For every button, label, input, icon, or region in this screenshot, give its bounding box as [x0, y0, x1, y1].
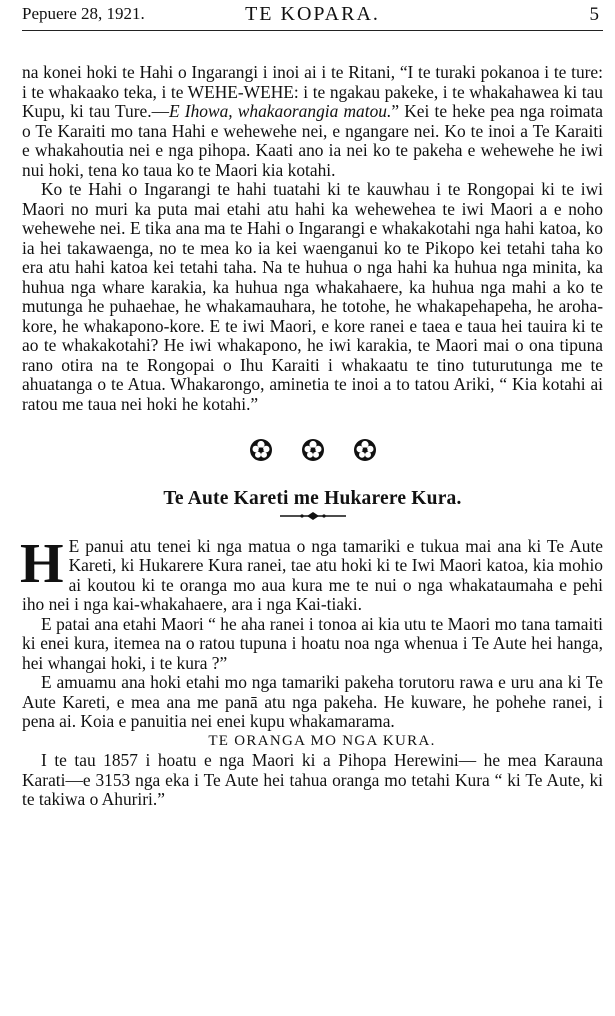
decorative-rule-icon [278, 511, 348, 521]
paragraph-1-italic: E Ihowa, whakaorangia matou. [168, 101, 392, 121]
header-title: TE KOPARA. [245, 3, 380, 25]
paragraph-2: Ko te Hahi o Ingarangi te hahi tuatahi ki te kauwhau i te Rongopai ki te iwi Maori no muri ka puta mai etahi atu hahi ka wehewehea te iwi Maori a e noho wehewehe nei. E tika ana ma te Hahi o Ingarangi e whakakotahi nga hahi katoa, ko ia hei takawaenga, no te mea ko ia kei waenganui ko te Pikopo kei tetahi taha ko era atu hahi katoa kei tetahi taha. Na te huhua o nga hahi ka huhua nga minita, ka huhua nga whare karakia, ka huhua nga whakahaere, ka huhua nga mahi a ko te mutunga he puhaehae, he whakamauhara, he totohe, he whakapehapeha, he aroha-kore, he whakapono-kore. E te iwi Maori, e kore ranei e taea e taua hei tauira ki te ao te whakakotahi? He iwi whakapono, he iwi karakia, te Maori mai o ona tipuna rano otira na te Rongopai o Ihu Karaiti i whakaatu te tino tuturutunga me te ahuatanga o te Atua. Whakarongo, aminetia te inoi a to tatou Ariki, “ Kia kotahi ai ratou me taua nei hoki he kotahi.” [22, 179, 603, 414]
page-header [22, 0, 603, 31]
article-body [22, 63, 603, 810]
ornament-row [22, 438, 603, 462]
paragraph-1-part-a: na konei hoki te Hahi o Ingarangi i inoi ai i te Ritani, “I te turaki pokanoa i te ture: i te whakaako teka, i te WEHE-WEHE: i te ngakau pakeke, i te whakahawea ki tau Kupu, ki tau Ture.— [22, 62, 603, 121]
section-paragraph-2: E patai ana etahi Maori “ he aha ranei i tonoa ai kia utu te Maori mo tana tamaiti ki enei kura, itemea na o ratou tupuna i hoatu noa nga whenua i Te Aute hei hanga, hei whangai hoki, i te kura ?” [22, 613, 603, 673]
header-date: Pepuere 28, 1921. [22, 4, 145, 23]
flower-ornament-icon [353, 438, 377, 462]
section-paragraph-1-text: E panui atu tenei ki nga matua o nga tamariki e tukua mai ana ki Te Aute Kareti, ki Hukarere Kura ranei, tae atu hoki ki te Iwi Maori katoa, kia mohio ai koutou ki te oranga mo aua kura me te nui o nga whakataumaha e pehi iho nei i nga kai-whakahaere, ara i nga Kai-tiaki. [22, 535, 603, 614]
subheading: TE ORANGA MO NGA KURA. [208, 732, 436, 749]
section-paragraph-3: E amuamu ana hoki etahi mo nga tamariki pakeha torutoru rawa e uru ana ki Te Aute Kareti, e mea ana me panā atu nga pakeha. He kuware, he pohehe ranei, i pena ai. Koia e panuitia nei enei kupu whakamarama. [22, 672, 603, 731]
page-number: 5 [589, 4, 599, 25]
drop-cap: H [20, 532, 64, 595]
section-paragraph-1 [20, 532, 603, 615]
flower-ornament-icon [249, 438, 273, 462]
paragraph-1-part-b: ” Kei te heke pea nga roimata o Te Karaiti mo tana Hahi e wehewehe nei, e ngangare nei. Ko te inoi a Te Karaiti e whakahoutia nei e nga pihopa. Kaati ano ia nei ko te pakeha e wehewehe he iwi nui hoki, tena ko taua ko te Maori kia kotahi. [22, 101, 604, 180]
flower-ornament-icon [301, 438, 325, 462]
paragraph-1 [22, 63, 603, 180]
title-rule [22, 511, 603, 521]
section-title: Te Aute Kareti me Hukarere Kura. [163, 488, 462, 509]
section-paragraph-4: I te tau 1857 i hoatu e nga Maori ki a Pihopa Herewini— he mea Karauna Karati—e 3153 nga eka i Te Aute hei tahua oranga mo tetahi Kura “ ki Te Aute, ki te takiwa o Ahuriri.” [22, 750, 603, 809]
